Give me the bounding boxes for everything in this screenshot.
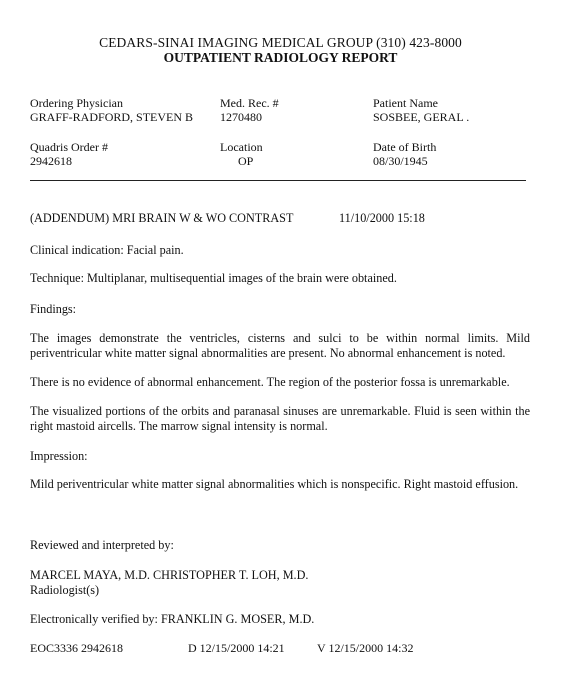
- med-rec-label: Med. Rec. #: [220, 96, 279, 110]
- impression-text: Mild periventricular white matter signal abnormalities which is nonspecific. Right mastoid effusion.: [30, 477, 519, 491]
- ordering-physician-value: GRAFF-RADFORD, STEVEN B: [30, 110, 194, 124]
- clinical-indication: Clinical indication: Facial pain.: [30, 243, 184, 257]
- footer-order-code: EOC3336 2942618: [30, 641, 123, 655]
- findings-paragraph-3: The visualized portions of the orbits and paranasal sinuses are unremarkable. Fluid is seen within the right mastoid aircells. The marrow signal intensity is normal.: [30, 404, 530, 433]
- technique: Technique: Multiplanar, multisequential images of the brain were obtained.: [30, 271, 397, 285]
- location-label: Location: [220, 140, 263, 154]
- exam-title: (ADDENDUM) MRI BRAIN W & WO CONTRAST: [30, 211, 294, 225]
- location-value: OP: [238, 154, 254, 168]
- patient-name-label: Patient Name: [373, 96, 438, 110]
- patient-name-value: SOSBEE, GERAL .: [373, 110, 470, 124]
- radiologist-names: MARCEL MAYA, M.D. CHRISTOPHER T. LOH, M.D.: [30, 568, 309, 582]
- facility-header: CEDARS-SINAI IMAGING MEDICAL GROUP (310) 423-8000: [99, 35, 462, 50]
- quadris-order-label: Quadris Order #: [30, 140, 108, 154]
- report-title: OUTPATIENT RADIOLOGY REPORT: [163, 50, 398, 65]
- footer-dictated-timestamp: D 12/15/2000 14:21: [188, 641, 285, 655]
- findings-heading: Findings:: [30, 302, 77, 316]
- date-of-birth-label: Date of Birth: [373, 140, 437, 154]
- impression-heading: Impression:: [30, 449, 88, 463]
- med-rec-value: 1270480: [220, 110, 262, 124]
- findings-paragraph-1: The images demonstrate the ventricles, cisterns and sulci to be within normal limits. Mild periventricular white matter signal abnormalities are present. No abnormal enhancement is noted.: [30, 331, 530, 360]
- ordering-physician-label: Ordering Physician: [30, 96, 123, 110]
- footer-verified-timestamp: V 12/15/2000 14:32: [317, 641, 414, 655]
- findings-paragraph-2: There is no evidence of abnormal enhancement. The region of the posterior fossa is unremarkable.: [30, 375, 510, 389]
- quadris-order-value: 2942618: [30, 154, 72, 168]
- exam-datetime: 11/10/2000 15:18: [339, 211, 425, 225]
- header-divider: [30, 180, 526, 181]
- verified-by: Electronically verified by: FRANKLIN G. MOSER, M.D.: [30, 612, 315, 626]
- reviewed-by-label: Reviewed and interpreted by:: [30, 538, 174, 552]
- radiologist-role: Radiologist(s): [30, 583, 100, 597]
- date-of-birth-value: 08/30/1945: [373, 154, 428, 168]
